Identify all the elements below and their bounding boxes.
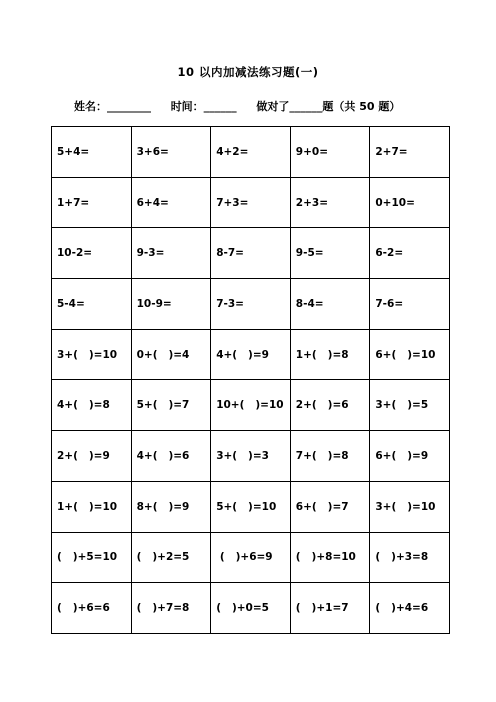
problem-cell: 6+( )=10 xyxy=(370,329,450,380)
problem-cell: 8-4= xyxy=(290,279,370,330)
problem-row xyxy=(52,329,450,380)
problem-cell: 7-3= xyxy=(211,279,291,330)
worksheet-title: 10 以内加减法练习题(一) xyxy=(177,65,319,79)
problem-cell: ( )+6=9 xyxy=(211,532,291,583)
problem-cell: 10-2= xyxy=(52,228,132,279)
problem-row xyxy=(52,177,450,228)
problem-cell: 4+( )=9 xyxy=(211,329,291,380)
problem-cell: 7-6= xyxy=(370,279,450,330)
problem-cell: 6+4= xyxy=(131,177,211,228)
problem-cell: 0+( )=4 xyxy=(131,329,211,380)
problem-cell: 3+( )=10 xyxy=(52,329,132,380)
problem-cell: 5+4= xyxy=(52,127,132,178)
problem-cell: 9-3= xyxy=(131,228,211,279)
score-field: 做对了______题（共 50 题） xyxy=(256,100,401,113)
problem-row xyxy=(52,583,450,634)
problem-cell: 2+3= xyxy=(290,177,370,228)
problem-cell: ( )+5=10 xyxy=(52,532,132,583)
problem-cell: 3+( )=5 xyxy=(370,380,450,431)
problem-cell: 10+( )=10 xyxy=(211,380,291,431)
problem-cell: ( )+4=6 xyxy=(370,583,450,634)
problem-row xyxy=(52,279,450,330)
problem-cell: 2+( )=6 xyxy=(290,380,370,431)
problem-cell: 9+0= xyxy=(290,127,370,178)
problem-cell: ( )+0=5 xyxy=(211,583,291,634)
problem-cell: 5+( )=10 xyxy=(211,481,291,532)
problem-cell: ( )+2=5 xyxy=(131,532,211,583)
problem-row xyxy=(52,532,450,583)
problem-cell: 4+( )=6 xyxy=(131,431,211,482)
problem-cell: 5-4= xyxy=(52,279,132,330)
problem-cell: 8-7= xyxy=(211,228,291,279)
problem-cell: ( )+7=8 xyxy=(131,583,211,634)
problem-cell: 7+3= xyxy=(211,177,291,228)
problem-cell: 2+( )=9 xyxy=(52,431,132,482)
problem-row xyxy=(52,127,450,178)
problem-cell: 10-9= xyxy=(131,279,211,330)
problem-cell: 3+( )=10 xyxy=(370,481,450,532)
problem-cell: ( )+6=6 xyxy=(52,583,132,634)
problem-cell: 7+( )=8 xyxy=(290,431,370,482)
problem-row xyxy=(52,431,450,482)
problem-cell: 3+( )=3 xyxy=(211,431,291,482)
problem-cell: ( )+8=10 xyxy=(290,532,370,583)
problem-cell: ( )+1=7 xyxy=(290,583,370,634)
student-info-line xyxy=(74,98,400,114)
problem-cell: 6+( )=9 xyxy=(370,431,450,482)
problem-cell: 2+7= xyxy=(370,127,450,178)
problem-cell: 5+( )=7 xyxy=(131,380,211,431)
problem-cell: 4+2= xyxy=(211,127,291,178)
problem-cell: 1+( )=8 xyxy=(290,329,370,380)
time-field: 时间：______ xyxy=(170,100,237,113)
problem-cell: 3+6= xyxy=(131,127,211,178)
problem-cell: 0+10= xyxy=(370,177,450,228)
problem-cell: 9-5= xyxy=(290,228,370,279)
problem-cell: 1+7= xyxy=(52,177,132,228)
problem-row xyxy=(52,380,450,431)
name-field: 姓名：________ xyxy=(74,100,151,113)
problem-cell: 6+( )=7 xyxy=(290,481,370,532)
problem-cell: 4+( )=8 xyxy=(52,380,132,431)
problem-cell: 1+( )=10 xyxy=(52,481,132,532)
problem-row xyxy=(52,228,450,279)
problem-grid xyxy=(51,126,450,634)
problem-row xyxy=(52,481,450,532)
problem-cell: 8+( )=9 xyxy=(131,481,211,532)
problem-cell: 6-2= xyxy=(370,228,450,279)
problem-cell: ( )+3=8 xyxy=(370,532,450,583)
